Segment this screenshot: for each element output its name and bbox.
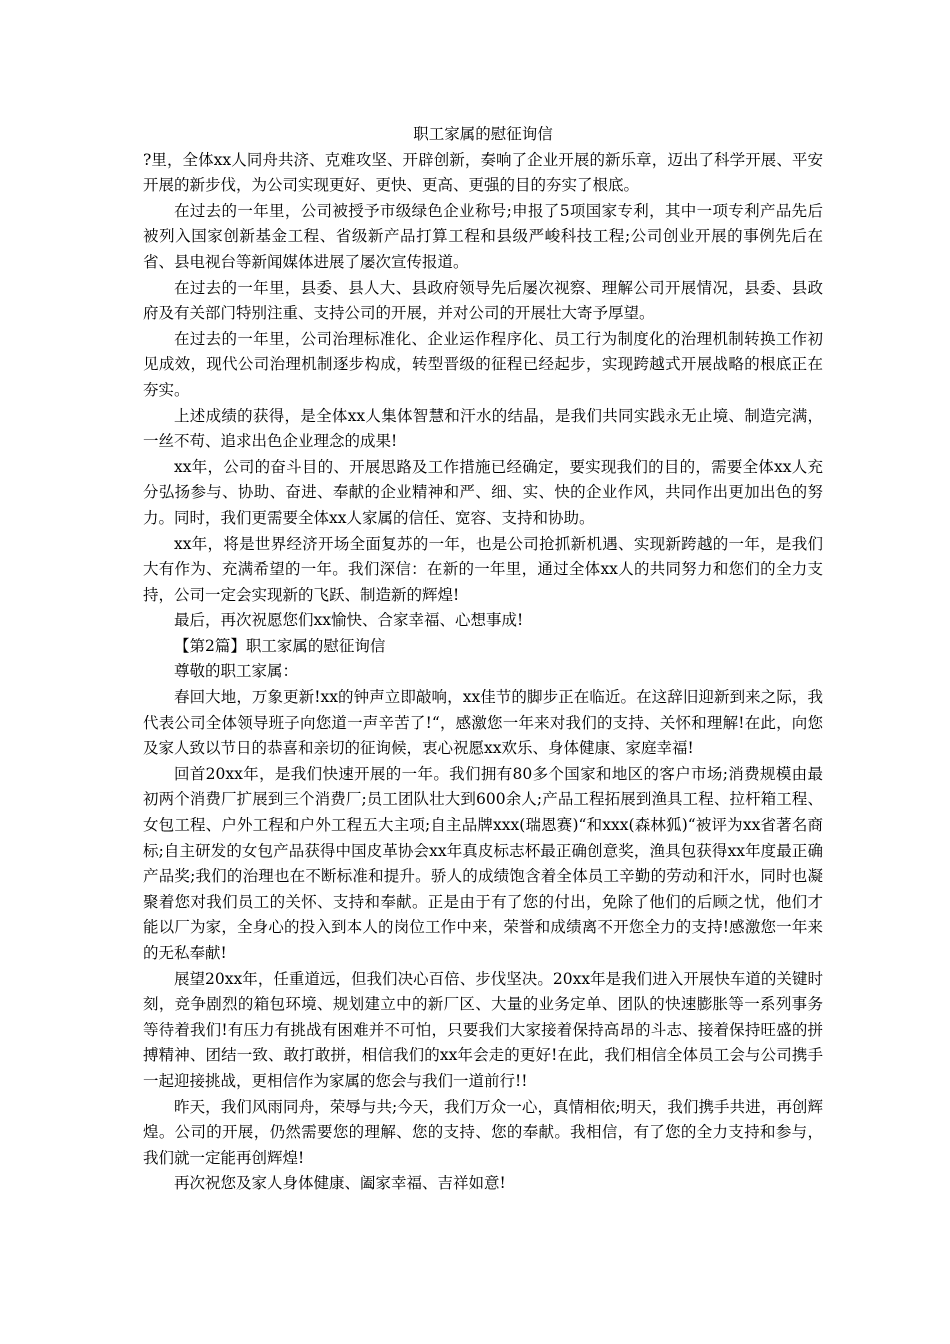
paragraph: 在过去的一年里，公司被授予市级绿色企业称号;申报了5项国家专利，其中一项专利产品先后被列入国家创新基金工程、省级新产品打算工程和县级严峻科技工程;公司创业开展的事例先后在省、县电视台等新闻媒体进展了屡次宣传报道。: [143, 201, 823, 271]
salutation: 尊敬的职工家属：: [174, 662, 299, 681]
paragraph: 在过去的一年里，公司治理标准化、企业运作程序化、员工行为制度化的治理机制转换工作初见成效，现代公司治理机制逐步构成，转型晋级的征程已经起步，实现跨越式开展战略的根底正在夯实。: [143, 329, 823, 399]
paragraph: xx年，将是世界经济开场全面复苏的一年，也是公司抢抓新机遇、实现新跨越的一年，是我们大有作为、充满希望的一年。我们深信：在新的一年里，通过全体xx人的共同努力和您们的全力支持，公司一定会实现新的飞跃、制造新的辉煌!: [143, 534, 823, 604]
paragraph: 回首20xx年，是我们快速开展的一年。我们拥有80多个国家和地区的客户市场;消费规模由最初两个消费厂扩展到三个消费厂;员工团队壮大到600余人;产品工程拓展到渔具工程、拉杆箱工程、女包工程、户外工程和户外工程五大主项;自主品牌xxx(瑞恩赛)“和xxx(森林狐)“被评为xx省著名商标;自主研发的女包产品获得中国皮革协会xx年真皮标志杯最正确创意奖，渔具包获得xx年度最正确产品奖;我们的治理也在不断标准和提升。骄人的成绩饱含着全体员工辛勤的劳动和汗水，同时也凝聚着您对我们员工的关怀、支持和奉献。正是由于有了您的付出，免除了他们的后顾之忧，他们才能以厂为家，全身心的投入到本人的岗位工作中来，荣誉和成绩离不开您全力的支持!感激您一年来的无私奉献!: [143, 764, 823, 962]
paragraph: 昨天，我们风雨同舟，荣辱与共;今天，我们万众一心，真情相依;明天，我们携手共进，再创辉煌。公司的开展，仍然需要您的理解、您的支持、您的奉献。我相信，有了您的全力支持和参与，我们就一定能再创辉煌!: [143, 1097, 823, 1167]
paragraph: 展望20xx年，任重道远，但我们决心百倍、步伐坚决。20xx年是我们进入开展快车道的关键时刻，竞争剧烈的箱包环境、规划建立中的新厂区、大量的业务定单、团队的快速膨胀等一系列事务等待着我们!有压力有挑战有困难并不可怕，只要我们大家接着保持高昂的斗志、接着保持旺盛的拼搏精神、团结一致、敢打敢拼，相信我们的xx年会走的更好!在此，我们相信全体员工会与公司携手一起迎接挑战，更相信作为家属的您会与我们一道前行!!: [143, 969, 823, 1090]
paragraph: ?里，全体xx人同舟共济、克难攻坚、开辟创新，奏响了企业开展的新乐章，迈出了科学开展、平安开展的新步伐，为公司实现更好、更快、更高、更强的目的夯实了根底。: [143, 150, 823, 195]
paragraph: 上述成绩的获得，是全体xx人集体智慧和汗水的结晶，是我们共同实践永无止境、制造完满，一丝不苟、追求出色企业理念的成果!: [143, 406, 823, 451]
paragraph: 再次祝您及家人身体健康、阖家幸福、吉祥如意!: [174, 1174, 506, 1193]
document-title: 职工家属的慰征询信: [413, 125, 553, 143]
paragraph: 在过去的一年里，县委、县人大、县政府领导先后屡次视察、理解公司开展情况，县委、县政府及有关部门特别注重、支持公司的开展，并对公司的开展壮大寄予厚望。: [143, 278, 823, 323]
paragraph: 春回大地，万象更新!xx的钟声立即敲响，xx佳节的脚步正在临近。在这辞旧迎新到来之际，我代表公司全体领导班子向您道一声辛苦了!“，感激您一年来对我们的支持、关怀和理解!在此，向您及家人致以节日的恭喜和亲切的征询候，衷心祝愿xx欢乐、身体健康、家庭幸福!: [143, 688, 823, 758]
section-heading: 【第2篇】职工家属的慰征询信: [174, 636, 386, 655]
paragraph: xx年，公司的奋斗目的、开展思路及工作措施已经确定，要实现我们的目的，需要全体xx人充分弘扬参与、协助、奋进、奉献的企业精神和严、细、实、快的企业作风，共同作出更加出色的努力。同时，我们更需要全体xx人家属的信任、宽容、支持和协助。: [143, 457, 823, 527]
document-page: [143, 122, 823, 1197]
paragraph: 最后，再次祝愿您们xx愉快、合家幸福、心想事成!: [174, 611, 524, 630]
